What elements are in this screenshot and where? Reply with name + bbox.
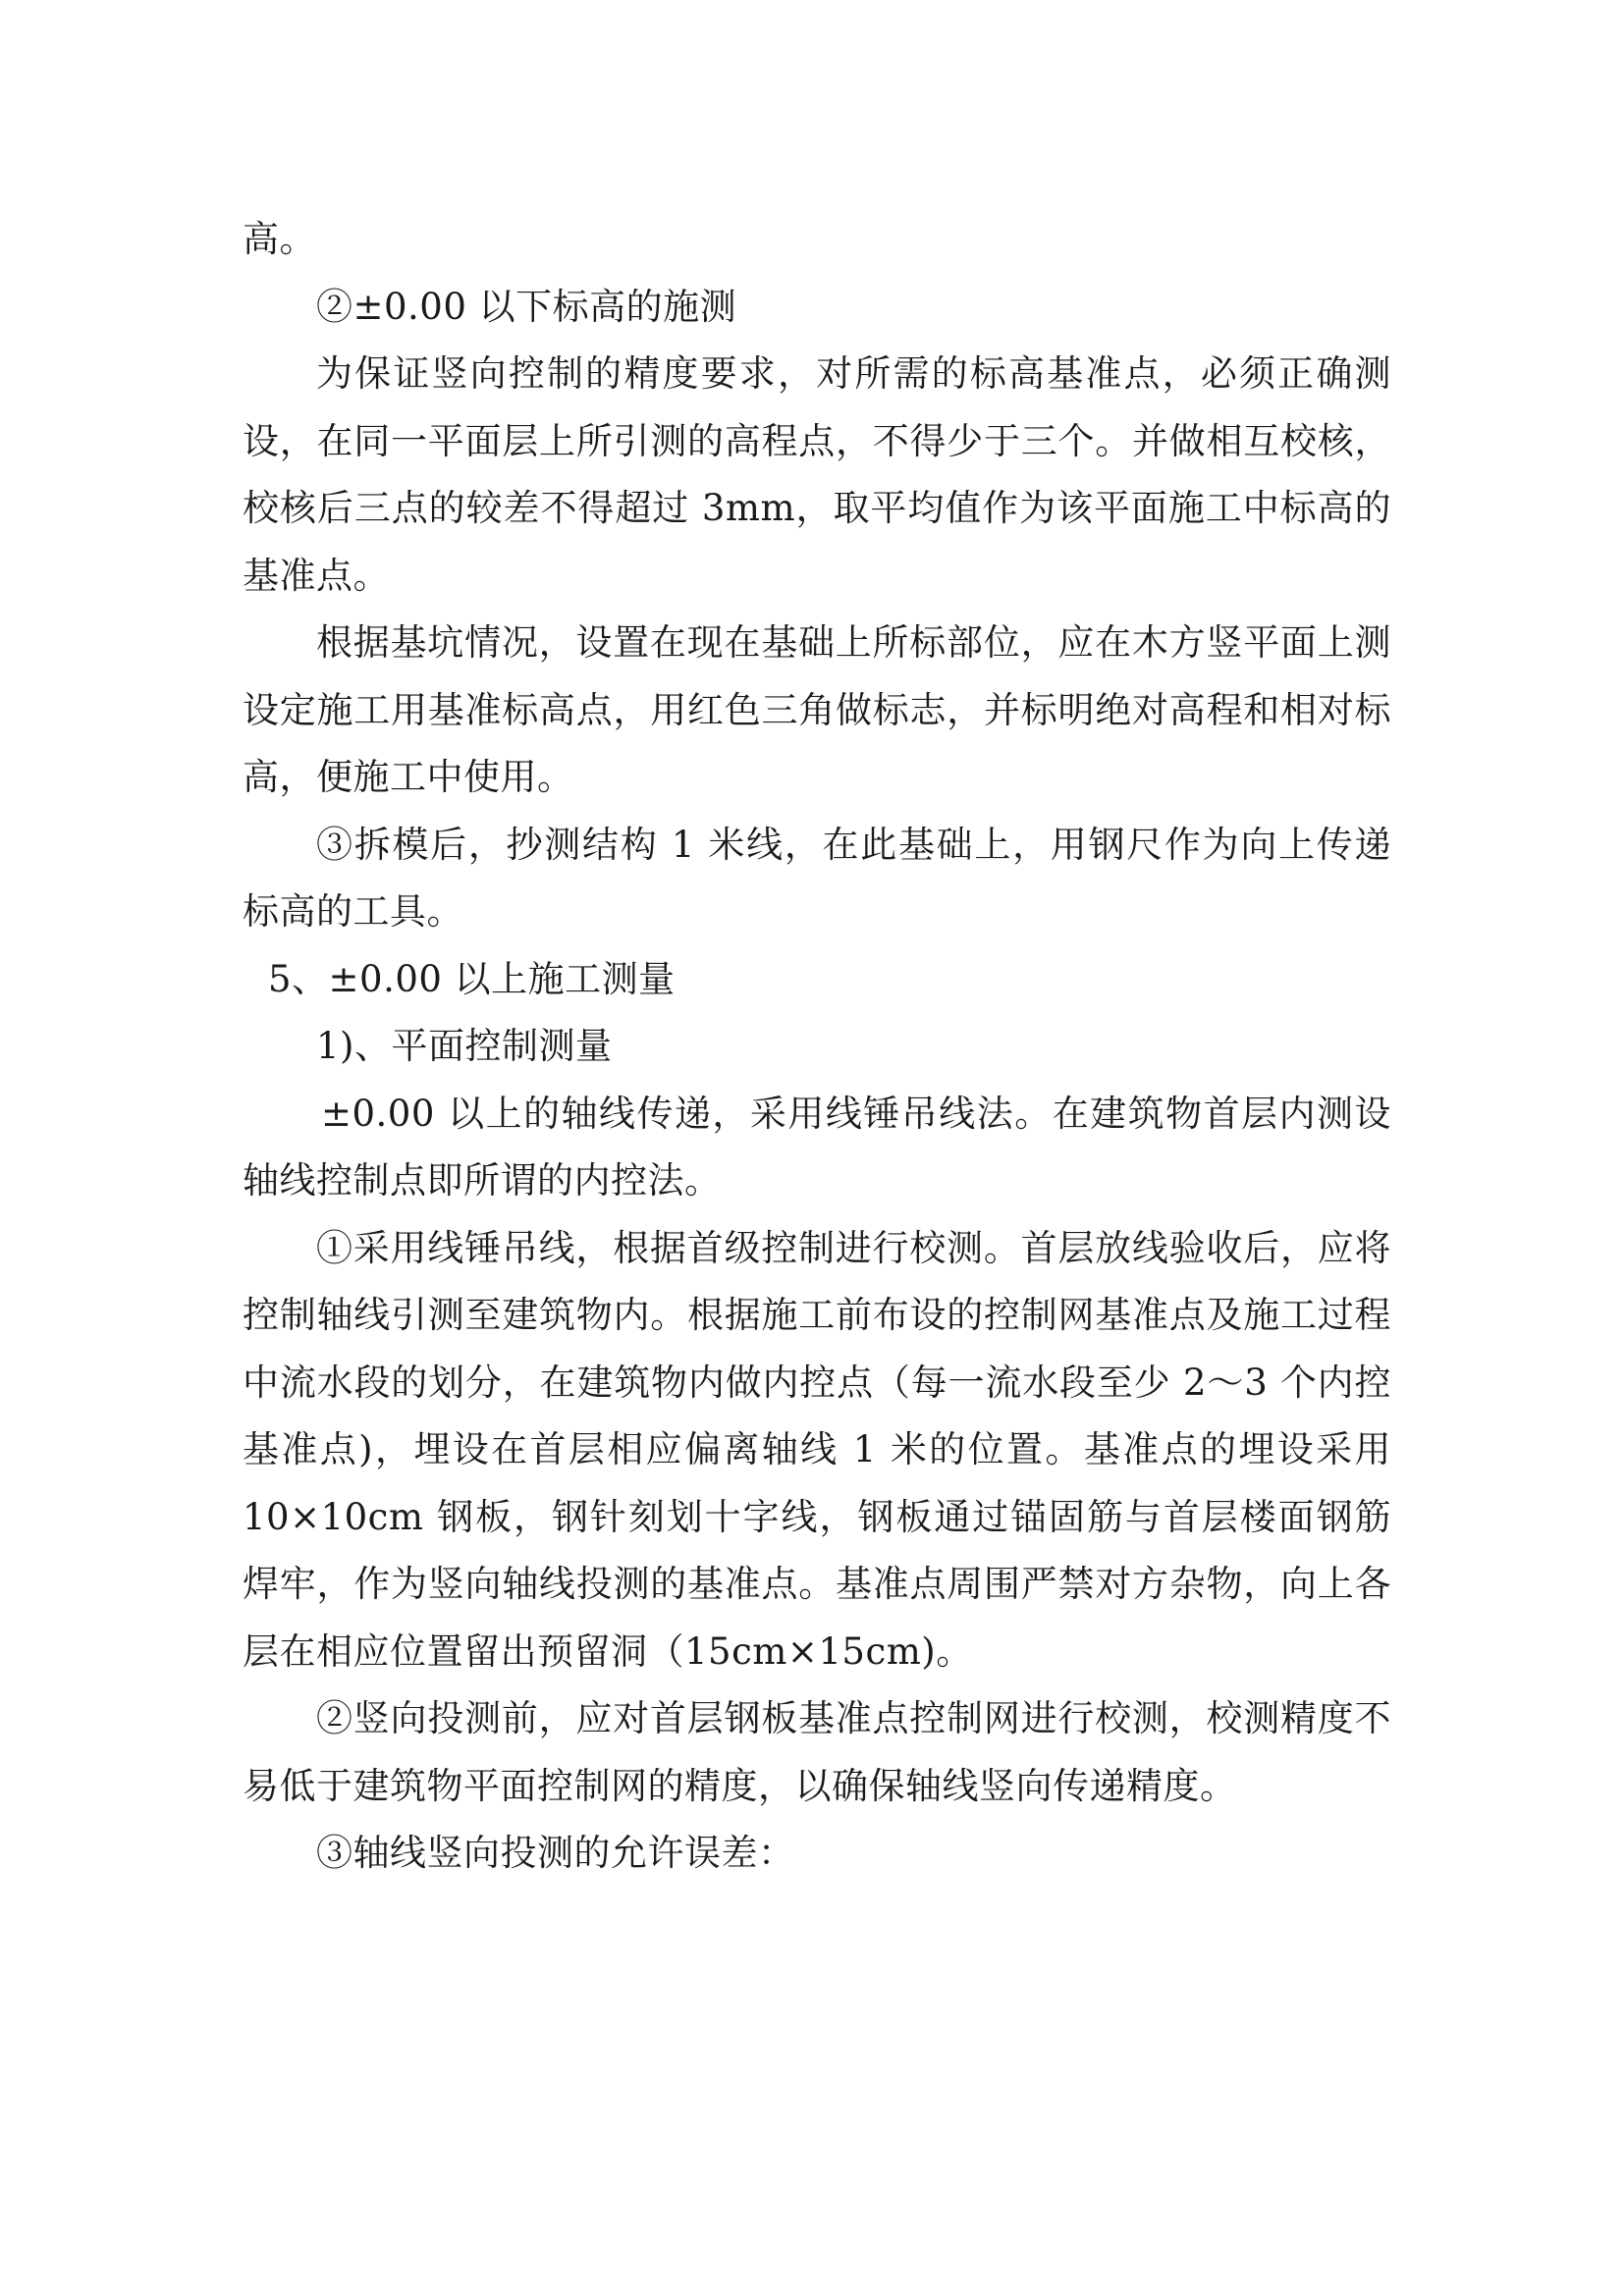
paragraph-foundation-pit: 根据基坑情况，设置在现在基础上所标部位，应在木方竖平面上测设定施工用基准标高点，用红色三角做标志，并标明绝对高程和相对标高，便施工中使用。 (243, 621, 1391, 798)
paragraph-allowable-error: ③轴线竖向投测的允许误差： (316, 1832, 795, 1874)
subsection-heading-plane-control: 1)、平面控制测量 (316, 1025, 613, 1067)
section-heading-above-zero: 5、±0.00 以上施工测量 (268, 957, 676, 1000)
paragraph-vertical-projection: ②竖向投测前，应对首层钢板基准点控制网进行校测，校测精度不易低于建筑物平面控制网的精度，以确保轴线竖向传递精度。 (243, 1697, 1391, 1807)
paragraph-continuation: 高。 (243, 218, 316, 260)
paragraph-axis-transfer: ±0.00 以上的轴线传递，采用线锤吊线法。在建筑物首层内测设轴线控制点即所谓的内控法。 (243, 1092, 1391, 1201)
paragraph-vertical-control: 为保证竖向控制的精度要求，对所需的标高基准点，必须正确测设，在同一平面层上所引测的高程点，不得少于三个。并做相互校核，校核后三点的较差不得超过 3mm，取平均值作为该平面施工中标高的基准点。 (243, 352, 1391, 597)
document-body (243, 206, 1391, 1888)
paragraph-formwork-removal: ③拆模后，抄测结构 1 米线，在此基础上，用钢尺作为向上传递标高的工具。 (243, 823, 1391, 933)
paragraph-plumb-line: ①采用线锤吊线，根据首级控制进行校测。首层放线验收后，应将控制轴线引测至建筑物内。根据施工前布设的控制网基准点及施工过程中流水段的划分，在建筑物内做内控点（每一流水段至少 2～3 个内控基准点)，埋设在首层相应偏离轴线 1 米的位置。基准点的埋设采用 10×10cm 钢板，钢针刻划十字线，钢板通过锚固筋与首层楼面钢筋焊牢，作为竖向轴线投测的基准点。基准点周围严禁对方杂物，向上各层在相应位置留出预留洞（15cm×15cm)。 (243, 1226, 1391, 1673)
subheading-below-zero-elevation: ②±0.00 以下标高的施测 (316, 285, 737, 328)
